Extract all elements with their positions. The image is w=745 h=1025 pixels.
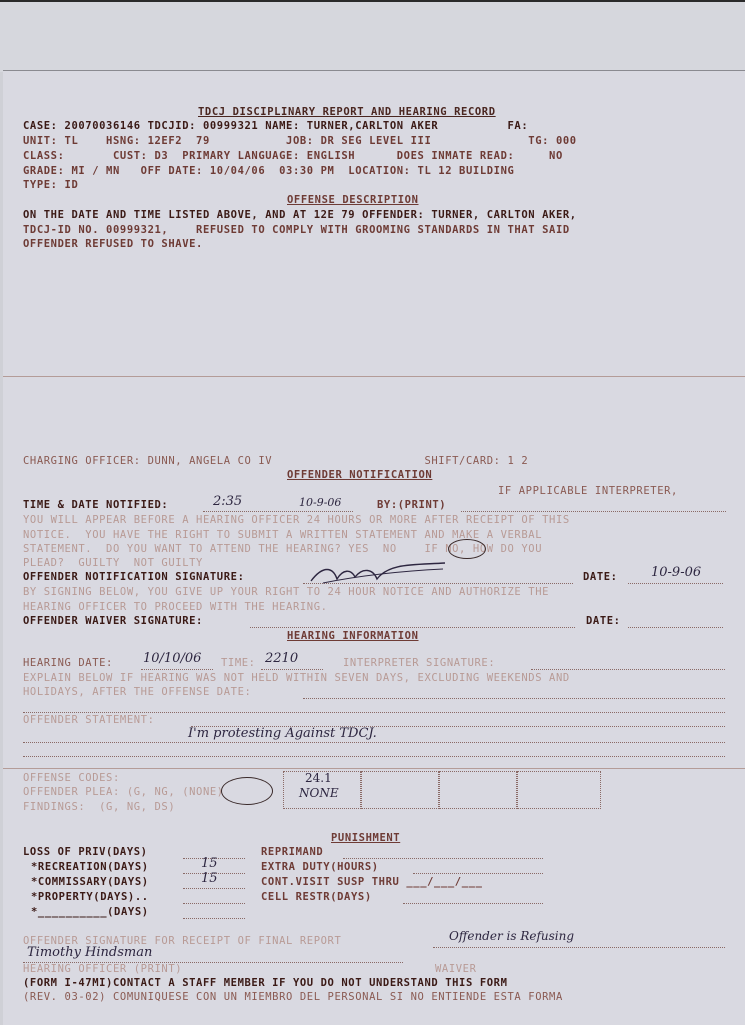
- header-grade-line: GRADE: MI / MN OFF DATE: 10/04/06 03:30 PM LOCATION: TL 12 BUILDING: [23, 165, 515, 177]
- explain-text-1: EXPLAIN BELOW IF HEARING WAS NOT HELD WITHIN SEVEN DAYS, EXCLUDING WEEKENDS AND: [23, 672, 570, 684]
- commissary-label: *COMMISSARY(DAYS): [31, 876, 149, 888]
- contact-visit-label: CONT.VISIT SUSP THRU ___/___/___: [261, 876, 483, 888]
- hearing-officer-label: HEARING OFFICER (PRINT): [23, 963, 183, 975]
- offense-heading: OFFENSE DESCRIPTION: [287, 194, 419, 206]
- explain-text-2: HOLIDAYS, AFTER THE OFFENSE DATE:: [23, 686, 252, 698]
- scan-top-margin: [0, 0, 745, 72]
- section-divider: [3, 376, 745, 377]
- notification-heading: OFFENDER NOTIFICATION: [287, 469, 433, 481]
- statement-divider: [3, 768, 745, 769]
- charging-officer-line: CHARGING OFFICER: DUNN, ANGELA CO IV SHIFT/CARD: 1 2: [23, 455, 529, 467]
- notification-date-value: 10-9-06: [651, 565, 702, 580]
- code-box-4: [517, 771, 601, 809]
- loss-of-priv-label: LOSS OF PRIV(DAYS): [23, 846, 148, 858]
- waiver-signature-line: [250, 627, 575, 628]
- form-title: TDCJ DISCIPLINARY REPORT AND HEARING RECORD: [198, 106, 496, 118]
- receipt-signature-line: [433, 947, 725, 948]
- notification-date-line: [628, 583, 723, 584]
- form-number-line: (FORM I-47MI)CONTACT A STAFF MEMBER IF YOU DO NOT UNDERSTAND THIS FORM: [23, 977, 508, 989]
- statement-value: I'm protesting Against TDCJ.: [188, 726, 377, 741]
- hearing-date-label: HEARING DATE:: [23, 657, 113, 669]
- header-case-line: CASE: 20070036146 TDCJID: 00999321 NAME: TURNER,CARLTON AKER FA:: [23, 120, 529, 132]
- commissary-value: 15: [201, 871, 218, 886]
- other-days-line: [183, 918, 245, 919]
- header-class-line: CLASS: CUST: D3 PRIMARY LANGUAGE: ENGLISH DOES INMATE READ: NO: [23, 150, 563, 162]
- hearing-time-value: 2210: [265, 651, 299, 666]
- waiver-signature-label: OFFENDER WAIVER SIGNATURE:: [23, 615, 203, 627]
- offense-code-value: 24.1: [305, 771, 332, 785]
- commissary-line: [183, 888, 245, 889]
- by-print-label: BY:(PRINT): [377, 499, 447, 511]
- cell-restriction-line: [403, 903, 543, 904]
- time-notified-line: [203, 511, 353, 512]
- time-notified-value: 2:35: [213, 494, 243, 509]
- statement-line-2: [23, 742, 725, 743]
- notification-signature-label: OFFENDER NOTIFICATION SIGNATURE:: [23, 571, 245, 583]
- offense-line-1: ON THE DATE AND TIME LISTED ABOVE, AND AT 12E 79 OFFENDER: TURNER, CARLTON AKER,: [23, 209, 577, 221]
- punishment-heading: PUNISHMENT: [331, 832, 401, 844]
- notice-text-3: STATEMENT. DO YOU WANT TO ATTEND THE HEARING? YES NO IF NO, HOW DO YOU: [23, 543, 543, 555]
- waiver-word: WAIVER: [435, 963, 477, 975]
- explain-line-1: [303, 698, 725, 699]
- hearing-heading: HEARING INFORMATION: [287, 630, 419, 642]
- time-notified-label: TIME & DATE NOTIFIED:: [23, 499, 169, 511]
- code-box-2: [361, 771, 439, 809]
- plea-value: NONE: [299, 786, 339, 800]
- offense-line-3: OFFENDER REFUSED TO SHAVE.: [23, 238, 203, 250]
- offense-codes-label: OFFENSE CODES:: [23, 772, 120, 784]
- reprimand-label: REPRIMAND: [261, 846, 324, 858]
- offender-plea-label: OFFENDER PLEA: (G, NG, (NONE): [23, 786, 224, 798]
- recreation-value: 15: [201, 856, 218, 871]
- header-type-line: TYPE: ID: [23, 179, 79, 191]
- hearing-time-line: [261, 669, 323, 670]
- notice-text-1: YOU WILL APPEAR BEFORE A HEARING OFFICER 24 HOURS OR MORE AFTER RECEIPT OF THIS: [23, 514, 570, 526]
- notification-date-label: DATE:: [583, 571, 618, 583]
- hearing-time-label: TIME:: [221, 657, 256, 669]
- by-print-line: [461, 511, 726, 512]
- interpreter-label: IF APPLICABLE INTERPRETER,: [498, 485, 678, 497]
- waiver-date-line: [628, 627, 723, 628]
- property-line: [183, 903, 245, 904]
- yes-circle: [448, 539, 486, 559]
- hearing-date-line: [141, 669, 213, 670]
- disciplinary-report-form: [3, 70, 745, 1025]
- plea-none-circle: [221, 777, 273, 805]
- findings-label: FINDINGS: (G, NG, DS): [23, 801, 176, 813]
- statement-label: OFFENDER STATEMENT:: [23, 714, 155, 726]
- explain-line-2: [23, 712, 725, 713]
- header-unit-line: UNIT: TL HSNG: 12EF2 79 JOB: DR SEG LEVEL III TG: 000: [23, 135, 577, 147]
- waiver-date-label: DATE:: [586, 615, 621, 627]
- interpreter-signature-label: INTERPRETER SIGNATURE:: [343, 657, 496, 669]
- interpreter-signature-line: [531, 669, 725, 670]
- hearing-officer-signature: Timothy Hindsman: [27, 945, 153, 960]
- date-notified-value: 10-9-06: [299, 496, 342, 509]
- offense-line-2: TDCJ-ID NO. 00999321, REFUSED TO COMPLY WITH GROOMING STANDARDS IN THAT SAID: [23, 224, 570, 236]
- extra-duty-label: EXTRA DUTY(HOURS): [261, 861, 379, 873]
- recreation-label: *RECREATION(DAYS): [31, 861, 149, 873]
- form-revision-line: (REV. 03-02) COMUNIQUESE CON UN MIEMBRO DEL PERSONAL SI NO ENTIENDE ESTA FORMA: [23, 991, 563, 1003]
- notice-text-2: NOTICE. YOU HAVE THE RIGHT TO SUBMIT A WRITTEN STATEMENT AND MAKE A VERBAL: [23, 529, 543, 541]
- other-days-label: *__________(DAYS): [31, 906, 149, 918]
- receipt-signature-value: Offender is Refusing: [449, 929, 575, 943]
- statement-line-3: [23, 756, 725, 757]
- receipt-signature-label: OFFENDER SIGNATURE FOR RECEIPT OF FINAL REPORT: [23, 935, 342, 947]
- reprimand-line: [343, 858, 543, 859]
- code-box-3: [439, 771, 517, 809]
- cell-restriction-label: CELL RESTR(DAYS): [261, 891, 372, 903]
- property-label: *PROPERTY(DAYS)..: [31, 891, 149, 903]
- extra-duty-line: [413, 873, 543, 874]
- offender-signature-scribble: [303, 559, 453, 589]
- hearing-date-value: 10/10/06: [143, 651, 202, 666]
- waiver-text-1: BY SIGNING BELOW, YOU GIVE UP YOUR RIGHT TO 24 HOUR NOTICE AND AUTHORIZE THE: [23, 586, 550, 598]
- notice-text-4: PLEAD? GUILTY NOT GUILTY: [23, 557, 203, 569]
- waiver-text-2: HEARING OFFICER TO PROCEED WITH THE HEARING.: [23, 601, 328, 613]
